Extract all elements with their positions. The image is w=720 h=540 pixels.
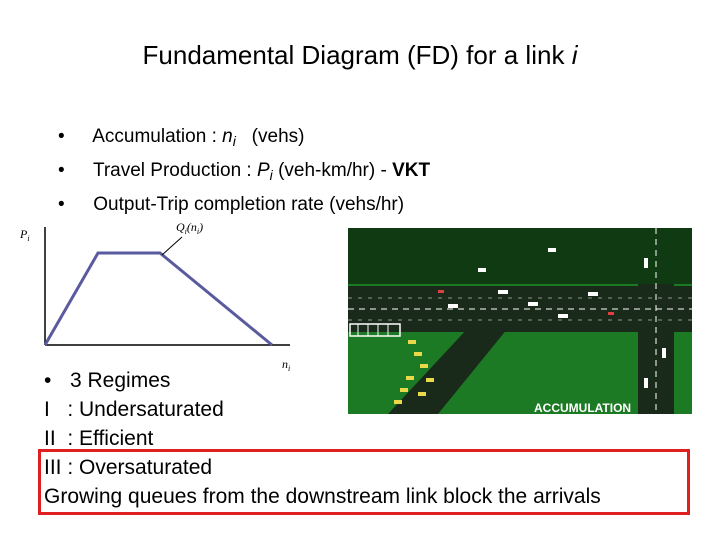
bullet-var: P bbox=[256, 160, 270, 181]
title-text: Fundamental Diagram (FD) for a link bbox=[142, 40, 565, 70]
bullet-sub: i bbox=[269, 167, 273, 183]
fundamental-diagram bbox=[0, 215, 300, 375]
definitions-list bbox=[58, 122, 430, 219]
title-var: i bbox=[571, 40, 578, 70]
regime-item: I : Undersaturated bbox=[44, 398, 224, 421]
bullet-text: Accumulation : bbox=[92, 126, 223, 147]
bullet-production bbox=[58, 156, 430, 190]
bullet-sub: i bbox=[232, 133, 236, 149]
y-axis-label: $P_i$ bbox=[20, 227, 30, 243]
bullet-bold: VKT bbox=[392, 160, 431, 181]
bullet-unit: (vehs) bbox=[235, 126, 305, 147]
slide-title bbox=[0, 40, 720, 71]
x-axis-label: $n_i$ bbox=[282, 357, 291, 373]
regime-note: Growing queues from the downstream link block the arrivals bbox=[44, 485, 601, 508]
bullet-accumulation bbox=[58, 122, 430, 156]
curve-pointer bbox=[162, 237, 182, 255]
fd-curve bbox=[45, 253, 272, 345]
regime-item: III : Oversaturated bbox=[44, 456, 213, 479]
photo-caption: ACCUMULATION bbox=[534, 401, 632, 414]
curve-label: $Q_i(n_i)$ bbox=[176, 220, 204, 236]
bullet-unit: (veh-km/hr) - bbox=[272, 160, 393, 181]
regime-item: II : Efficient bbox=[44, 427, 154, 450]
bullet-var: n bbox=[222, 126, 233, 147]
regimes-heading: • 3 Regimes bbox=[44, 366, 601, 395]
bullet-text: Travel Production : bbox=[92, 160, 257, 181]
bullet-text: Output-Trip completion rate (vehs/hr) bbox=[93, 194, 405, 215]
highlight-box bbox=[38, 449, 690, 515]
